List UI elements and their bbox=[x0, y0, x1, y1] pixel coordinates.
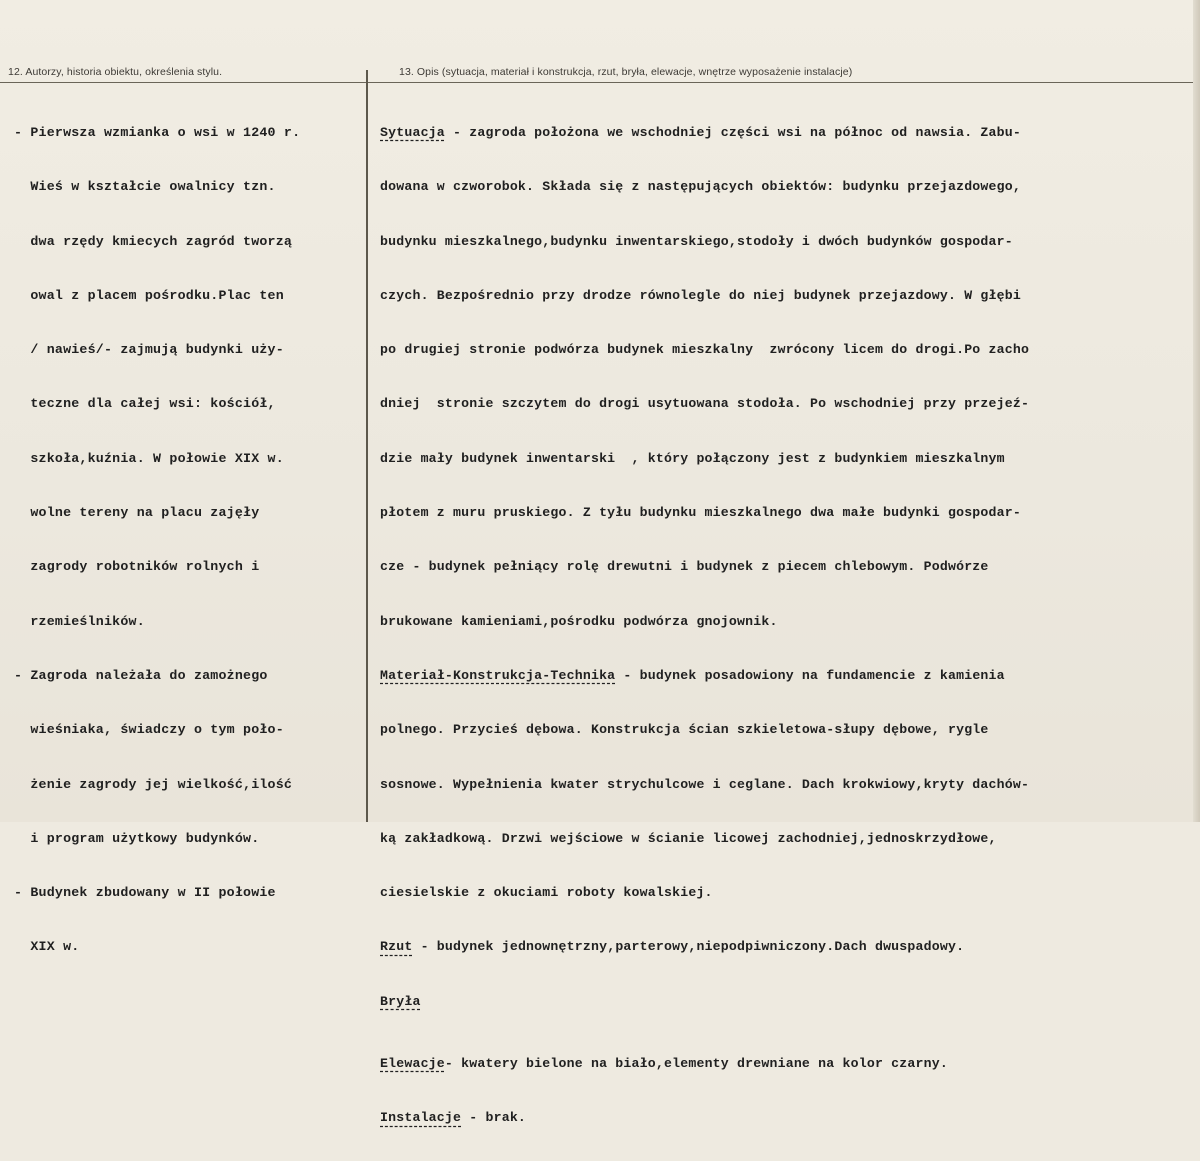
description-text: ką zakładkową. Drzwi wejściowe w ścianie licowej zachodniej,jednoskrzydłowe, bbox=[380, 830, 997, 846]
history-line: wolne tereny na placu zajęły bbox=[14, 505, 260, 521]
history-line: dwa rzędy kmiecych zagród tworzą bbox=[14, 233, 293, 249]
description-text: sosnowe. Wypełnienia kwater strychulcowe i ceglane. Dach krokwiowy,kryty dachów- bbox=[380, 776, 1030, 792]
history-line: zagrody robotników rolnych i bbox=[14, 559, 260, 575]
description-line bbox=[380, 827, 1029, 851]
header-left-label: 12. Autorzy, historia obiektu, określenia stylu. bbox=[8, 66, 223, 78]
description-text: polnego. Przycieś dębowa. Konstrukcja ścian szkieletowa-słupy dębowe, rygle bbox=[380, 722, 989, 738]
description-line bbox=[380, 1106, 1029, 1130]
history-line: rzemieślników. bbox=[14, 613, 145, 629]
description-line bbox=[380, 284, 1029, 308]
description-text: - brak. bbox=[461, 1110, 527, 1126]
history-line: żenie zagrody jej wielkość,ilość bbox=[14, 776, 293, 792]
description-line bbox=[380, 1052, 1029, 1076]
description-line bbox=[380, 718, 1029, 742]
section-label-sytuacja: Sytuacja bbox=[380, 125, 445, 140]
description-line bbox=[380, 175, 1029, 199]
history-line: - Budynek zbudowany w II połowie bbox=[14, 885, 276, 901]
description-text: brukowane kamieniami,pośrodku podwórza gnojownik. bbox=[380, 613, 778, 629]
description-text: płotem z muru pruskiego. Z tyłu budynku mieszkalnego dwa małe budynki gospodar- bbox=[380, 505, 1021, 521]
history-line: teczne dla całej wsi: kościół, bbox=[14, 396, 276, 412]
description-text: - zagroda położona we wschodniej części wsi na północ od nawsia. Zabu- bbox=[444, 125, 1022, 140]
description-line bbox=[380, 392, 1029, 416]
description-text: dzie mały budynek inwentarski , który połączony jest z budynkiem mieszkalnym bbox=[380, 450, 1005, 466]
description-line bbox=[380, 338, 1029, 362]
description-line bbox=[380, 447, 1029, 471]
column-divider bbox=[366, 70, 368, 822]
description-line bbox=[380, 990, 1029, 1014]
description-text: - kwatery bielone na biało,elementy drewniane na kolor czarny. bbox=[444, 1056, 948, 1072]
description-line bbox=[380, 501, 1029, 525]
description-line bbox=[380, 610, 1029, 634]
history-line: wieśniaka, świadczy o tym poło- bbox=[14, 722, 284, 738]
history-line: i program użytkowy budynków. bbox=[14, 830, 260, 846]
history-line: / nawieś/- zajmują budynki uży- bbox=[14, 342, 284, 358]
description-line bbox=[380, 773, 1029, 797]
history-line: Wieś w kształcie owalnicy tzn. bbox=[14, 179, 276, 195]
section-label-rzut: Rzut bbox=[380, 939, 413, 955]
section-label-elewacje: Elewacje bbox=[380, 1056, 445, 1072]
section-label-material: Materiał-Konstrukcja-Technika bbox=[380, 667, 616, 683]
description-text: dowana w czworobok. Składa się z następujących obiektów: budynku przejazdowego, bbox=[380, 179, 1021, 195]
description-text: dniej stronie szczytem do drogi usytuowana stodoła. Po wschodniej przy przejeź- bbox=[380, 396, 1030, 412]
history-line: - Zagroda należała do zamożnego bbox=[14, 667, 268, 683]
header-right-label: 13. Opis (sytuacja, materiał i konstrukcja, rzut, bryła, elewacje, wnętrze wyposażenie instalacje) bbox=[399, 66, 853, 78]
description-text: - budynek jednownętrzny,parterowy,niepodpiwniczony.Dach dwuspadowy. bbox=[412, 939, 965, 955]
description-line bbox=[380, 881, 1029, 905]
description-line bbox=[380, 555, 1029, 579]
section-label-instalacje: Instalacje bbox=[380, 1110, 462, 1126]
history-line: szkoła,kuźnia. W połowie XIX w. bbox=[14, 450, 284, 466]
description-text: czych. Bezpośrednio przy drodze równolegle do niej budynek przejazdowy. W głębi bbox=[380, 287, 1021, 303]
description-line bbox=[380, 664, 1029, 688]
description-line bbox=[380, 230, 1029, 254]
description-text: ciesielskie z okuciami roboty kowalskiej. bbox=[380, 885, 713, 901]
description-text: po drugiej stronie podwórza budynek mieszkalny zwrócony licem do drogi.Po zacho bbox=[380, 342, 1030, 358]
description-line bbox=[380, 121, 1029, 145]
history-line: owal z placem pośrodku.Plac ten bbox=[14, 287, 284, 303]
history-column bbox=[14, 91, 300, 990]
description-line bbox=[380, 935, 1029, 959]
header-rule bbox=[0, 82, 1193, 83]
description-column bbox=[380, 91, 1029, 1161]
section-label-bryla: Bryła bbox=[380, 993, 421, 1009]
description-text: - budynek posadowiony na fundamencie z kamienia bbox=[615, 667, 1005, 683]
description-text: cze - budynek pełniący rolę drewutni i budynek z piecem chlebowym. Podwórze bbox=[380, 559, 989, 575]
description-text: budynku mieszkalnego,budynku inwentarskiego,stodoły i dwóch budynków gospodar- bbox=[380, 233, 1013, 249]
history-line: - Pierwsza wzmianka o wsi w 1240 r. bbox=[14, 125, 301, 140]
paper-edge bbox=[1193, 0, 1200, 822]
history-line: XIX w. bbox=[14, 939, 80, 955]
